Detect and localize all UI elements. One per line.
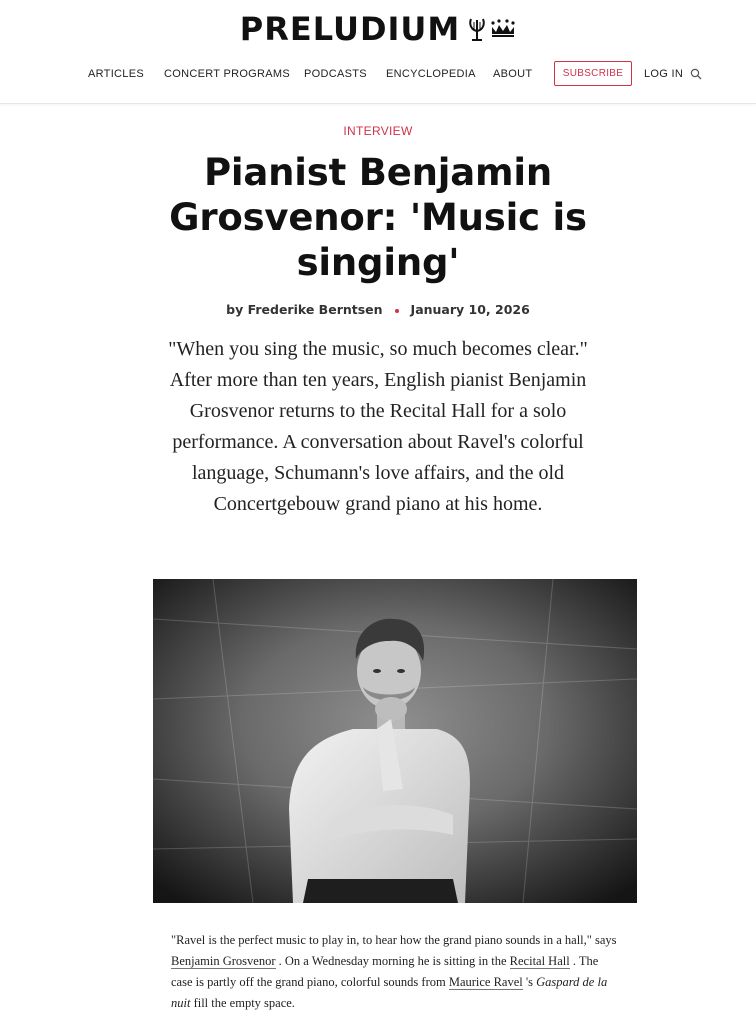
crown-icon xyxy=(490,19,516,39)
work-title: Gaspard de la nuit xyxy=(171,975,608,1010)
main-nav xyxy=(0,64,756,86)
article-body-paragraph xyxy=(171,930,621,1014)
site-logo[interactable] xyxy=(0,10,756,52)
byline xyxy=(0,302,756,317)
body-text-segment: . On a Wednesday morning he is sitting in the xyxy=(275,954,510,968)
link-benjamin-grosvenor[interactable]: Benjamin Grosvenor xyxy=(171,954,276,968)
article-title: Pianist Benjamin Grosvenor: 'Music is singing' xyxy=(169,151,587,284)
site-header xyxy=(0,0,756,104)
author-name[interactable]: by Frederike Berntsen xyxy=(226,302,383,317)
search-icon[interactable] xyxy=(690,68,702,80)
article-category[interactable]: INTERVIEW xyxy=(343,124,413,138)
link-maurice-ravel[interactable]: Maurice Ravel xyxy=(448,975,523,989)
nav-item-concert-programs[interactable]: CONCERT PROGRAMS xyxy=(164,68,291,80)
nav-item-articles[interactable]: ARTICLES xyxy=(88,68,144,80)
subscribe-button[interactable]: SUBSCRIBE xyxy=(554,61,632,86)
logo-mark xyxy=(468,16,516,42)
publish-date: January 10, 2026 xyxy=(410,302,530,317)
article-lede: "When you sing the music, so much becomes clear." After more than ten years, English pianist Benjamin Grosvenor returns to the Recital Hall for a solo performance. A conversation about Ravel's colorful language, Schumann's love affairs, and the old Concertgebouw grand piano at his home. xyxy=(168,338,588,515)
portrait-photo xyxy=(153,579,637,903)
logo-text: PRELUDIUM xyxy=(239,10,461,48)
link-recital-hall[interactable]: Recital Hall xyxy=(509,954,570,968)
body-text-segment: 's xyxy=(522,975,537,989)
nav-item-encyclopedia[interactable]: ENCYCLOPEDIA xyxy=(386,68,476,80)
nav-item-podcasts[interactable]: PODCASTS xyxy=(304,68,367,80)
article-hero-image xyxy=(153,579,637,903)
nav-item-about[interactable]: ABOUT xyxy=(493,68,533,80)
login-link[interactable]: LOG IN xyxy=(644,68,684,80)
lyre-icon xyxy=(468,16,486,42)
body-text-segment: fill the empty space. xyxy=(190,996,295,1010)
body-text-segment: . The case is partly off the grand piano, colorful sounds from xyxy=(171,954,599,989)
byline-separator xyxy=(395,309,399,313)
body-text-segment: "Ravel is the perfect music to play in, to hear how the grand piano sounds in a hall," says xyxy=(171,933,617,947)
